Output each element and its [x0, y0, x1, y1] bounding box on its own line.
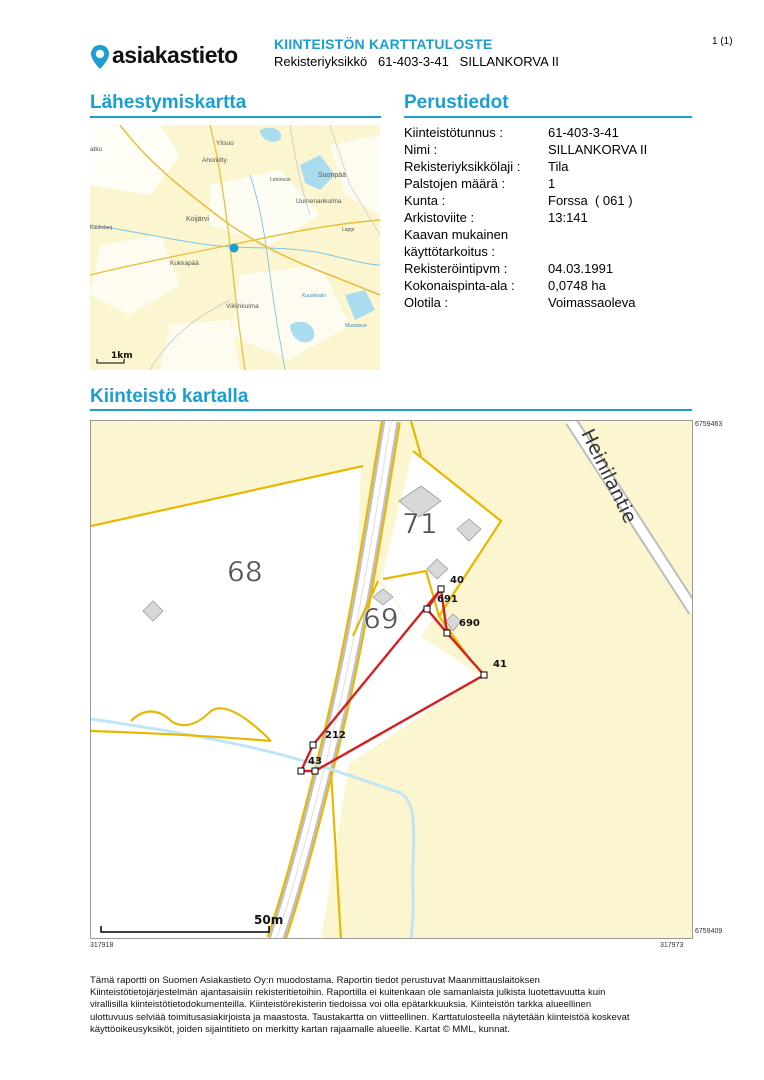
- boundary-point-label: 41: [493, 659, 507, 670]
- approach-map-heading: Lähestymiskartta: [90, 92, 247, 113]
- info-label: Arkistoviite :: [404, 210, 475, 225]
- disclaimer-line: Kiinteistötietojärjestelmän ajantasaisiin rekisteritietoihin. Raportilla ei kuitenkaan ole samanlaista julkista luotettavuutta kuin: [90, 987, 606, 999]
- property-map-graphic: [91, 421, 693, 939]
- info-label: Rekisteröintipvm :: [404, 261, 508, 276]
- place-label: Koijärvi: [186, 216, 209, 223]
- info-value: Tila: [548, 159, 569, 174]
- place-label: Viikinkulma: [226, 303, 259, 310]
- approach-map: [90, 125, 380, 370]
- info-value: Voimassaoleva: [548, 295, 636, 310]
- boundary-point-label: 40: [450, 575, 464, 586]
- basic-info-heading: Perustiedot: [404, 92, 509, 113]
- coord-top-right: 6759463: [695, 421, 723, 428]
- info-value: SILLANKORVA II: [548, 142, 648, 157]
- property-map: [90, 420, 693, 939]
- approach-map-graphic: [90, 125, 380, 370]
- place-label: Uumenankulma: [296, 198, 342, 205]
- boundary-point-marker: [438, 586, 444, 592]
- boundary-point-label: 43: [308, 756, 322, 767]
- boundary-point-marker: [310, 742, 316, 748]
- logo-wordmark: asiakastieto: [112, 42, 238, 68]
- property-map-rule: [90, 409, 692, 411]
- place-label: Ahoniitty: [202, 157, 227, 164]
- coord-bottom-right: 6759409: [695, 928, 723, 935]
- parcel-number-label: 69: [363, 602, 399, 635]
- coord-bottom-right-x: 317973: [660, 942, 684, 949]
- place-label: Letonsuo: [270, 177, 291, 183]
- coord-bottom-left-x: 317918: [90, 942, 114, 949]
- disclaimer-text: [90, 975, 690, 1036]
- disclaimer-line: käyttöoikeusyksiköt, joiden sijaintitieto on merkitty kartan rajaamalle alueelle. Kartat © MML, kunnat.: [90, 1023, 510, 1035]
- disclaimer-line: ulottuvuus selviää toimitusasiakirjoista ja maastosta. Taustakartta on viitteellinen. Karttatulosteella näytetään kiinteistöä koskevat: [90, 1011, 630, 1023]
- info-label: Kunta :: [404, 193, 446, 208]
- boundary-point-marker: [298, 768, 304, 774]
- boundary-point-marker: [444, 630, 450, 636]
- disclaimer-line: virallisilla kiinteistötietodokumenteilla. Kiinteistörekisterin tiedoissa voi olla epätarkkuuksia. Kiinteistön tarkka alueellinen: [90, 999, 592, 1011]
- info-label: Palstojen määrä :: [404, 176, 506, 191]
- parcel-number-label: 68: [227, 555, 263, 588]
- approach-scale-label: 1km: [111, 351, 133, 361]
- document-title: KIINTEISTÖN KARTTATULOSTE: [274, 36, 493, 52]
- info-label: käyttötarkoitus :: [404, 244, 496, 259]
- info-label: Rekisteriyksikkölaji :: [404, 159, 521, 174]
- info-value: 1: [548, 176, 556, 191]
- place-label: Kuusikoski: [302, 293, 326, 299]
- info-label: Olotila :: [404, 295, 449, 310]
- property-scale-label: 50m: [254, 913, 284, 927]
- info-label: Nimi :: [404, 142, 438, 157]
- approach-map-rule: [90, 116, 381, 118]
- place-label: Kaukolanj: [90, 225, 112, 231]
- info-label: Kiinteistötunnus :: [404, 125, 504, 140]
- place-label: Mustasuo: [345, 323, 367, 329]
- page-number: 1 (1): [712, 36, 733, 47]
- asiakastieto-logo: [88, 42, 253, 76]
- property-map-heading: Kiinteistö kartalla: [90, 386, 249, 407]
- location-marker-icon: [230, 244, 239, 253]
- info-value: 61-403-3-41: [548, 125, 619, 140]
- info-value: 13:141: [548, 210, 588, 225]
- info-value: 0,0748 ha: [548, 278, 606, 293]
- basic-info-rule: [404, 116, 692, 118]
- boundary-point-label: 690: [459, 618, 480, 629]
- boundary-point-label: 691: [437, 594, 458, 605]
- parcel-number-label: 71: [402, 507, 438, 540]
- place-label: Suonpää: [318, 172, 347, 179]
- info-value: Forssa ( 061 ): [548, 193, 633, 208]
- boundary-point-marker: [424, 606, 430, 612]
- place-label: Ylisuo: [216, 140, 234, 147]
- boundary-point-label: 212: [325, 730, 346, 741]
- boundary-point-marker: [481, 672, 487, 678]
- road-name-label: Heinilantie: [576, 425, 641, 527]
- info-value: 04.03.1991: [548, 261, 614, 276]
- info-label: Kokonaispinta-ala :: [404, 278, 515, 293]
- place-label: atku: [90, 146, 103, 153]
- disclaimer-line: Tämä raportti on Suomen Asiakastieto Oy:n muodostama. Raportin tiedot perustuvat Maanmittauslaitoksen: [90, 975, 540, 986]
- place-label: Lappi: [342, 227, 355, 233]
- document-subtitle: Rekisteriyksikkö 61-403-3-41 SILLANKORVA II: [274, 54, 559, 69]
- location-pin-icon: [90, 44, 110, 70]
- info-label: Kaavan mukainen: [404, 227, 509, 242]
- place-label: Kukkapää: [170, 260, 199, 267]
- boundary-point-marker: [312, 768, 318, 774]
